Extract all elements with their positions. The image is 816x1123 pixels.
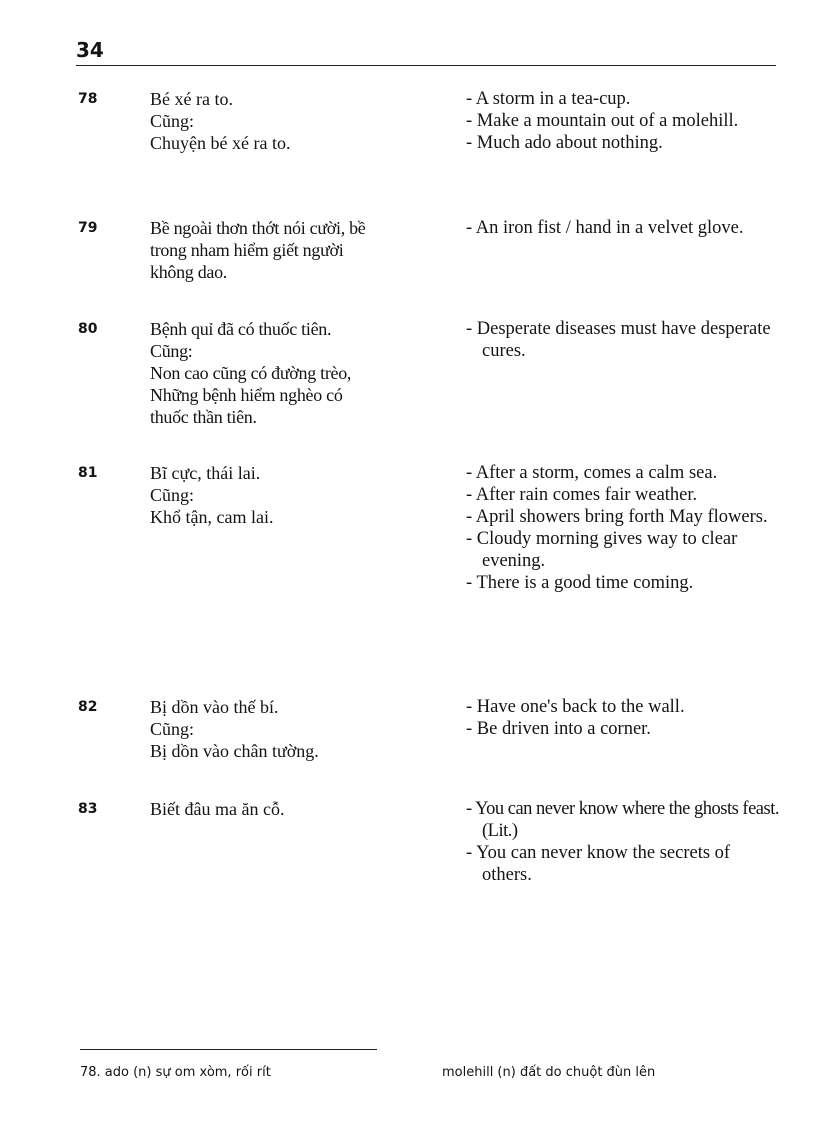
english-equivalent: - An iron fist / hand in a velvet glove. — [466, 218, 744, 238]
vietnamese-line: Bĩ cực, thái lai. — [150, 463, 261, 483]
footnote-molehill: molehill (n) đất do chuột đùn lên — [442, 1065, 656, 1080]
english-equivalents — [466, 798, 786, 886]
page-number: 34 — [76, 38, 104, 62]
entry-number: 80 — [78, 321, 98, 337]
english-equivalents — [466, 318, 786, 362]
entry-number: 79 — [78, 220, 98, 236]
english-equivalent: - After rain comes fair weather. — [466, 485, 698, 505]
entry-number: 83 — [78, 801, 98, 817]
vietnamese-line: Cũng: — [150, 485, 195, 505]
english-equivalent: - Make a mountain out of a molehill. — [466, 111, 739, 131]
vietnamese-line: trong nham hiểm giết người — [150, 240, 344, 260]
vietnamese-line: Chuyện bé xé ra to. — [150, 133, 291, 153]
entry-number: 78 — [78, 91, 98, 107]
vietnamese-line: Biết đâu ma ăn cỗ. — [150, 799, 285, 819]
vietnamese-proverb — [150, 217, 442, 283]
english-equivalents — [466, 462, 786, 594]
vietnamese-proverb — [150, 798, 442, 820]
vietnamese-proverb — [150, 318, 442, 428]
english-equivalents — [466, 696, 786, 740]
vietnamese-line: không dao. — [150, 262, 227, 282]
vietnamese-line: Bé xé ra to. — [150, 89, 233, 109]
english-equivalent: - A storm in a tea-cup. — [466, 89, 631, 109]
vietnamese-line: Bệnh quỉ đã có thuốc tiên. — [150, 319, 332, 339]
vietnamese-line: Khổ tận, cam lai. — [150, 507, 274, 527]
vietnamese-proverb — [150, 696, 442, 762]
entry-number: 82 — [78, 699, 98, 715]
english-equivalent: - Cloudy morning gives way to clear evening. — [466, 529, 738, 571]
english-equivalent: - Desperate diseases must have desperate cures. — [466, 319, 771, 361]
footnote-ado: 78. ado (n) sự om xòm, rối rít — [80, 1065, 271, 1080]
header-rule — [76, 65, 776, 66]
vietnamese-line: Bị dồn vào chân tường. — [150, 741, 319, 761]
vietnamese-line: Non cao cũng có đường trèo, — [150, 363, 352, 383]
english-equivalent: - Be driven into a corner. — [466, 719, 651, 739]
english-equivalent: - Much ado about nothing. — [466, 133, 663, 153]
footnote-rule — [80, 1049, 377, 1050]
english-equivalent: - You can never know the secrets of others. — [466, 843, 731, 885]
english-equivalents — [466, 217, 786, 239]
vietnamese-line: Cũng: — [150, 341, 193, 361]
vietnamese-proverb — [150, 462, 442, 528]
english-equivalent: - Have one's back to the wall. — [466, 697, 685, 717]
vietnamese-line: Bị dồn vào thế bí. — [150, 697, 279, 717]
english-equivalent: - After a storm, comes a calm sea. — [466, 463, 718, 483]
vietnamese-line: Những bệnh hiểm nghèo có — [150, 385, 343, 405]
entry-number: 81 — [78, 465, 98, 481]
english-equivalents — [466, 88, 786, 154]
vietnamese-line: Cũng: — [150, 111, 195, 131]
vietnamese-line: Bề ngoài thơn thớt nói cười, bề — [150, 218, 366, 238]
vietnamese-proverb — [150, 88, 442, 154]
english-equivalent: - You can never know where the ghosts feast. (Lit.) — [466, 799, 779, 841]
english-equivalent: - April showers bring forth May flowers. — [466, 507, 768, 527]
vietnamese-line: thuốc thần tiên. — [150, 407, 257, 427]
english-equivalent: - There is a good time coming. — [466, 573, 694, 593]
vietnamese-line: Cũng: — [150, 719, 195, 739]
